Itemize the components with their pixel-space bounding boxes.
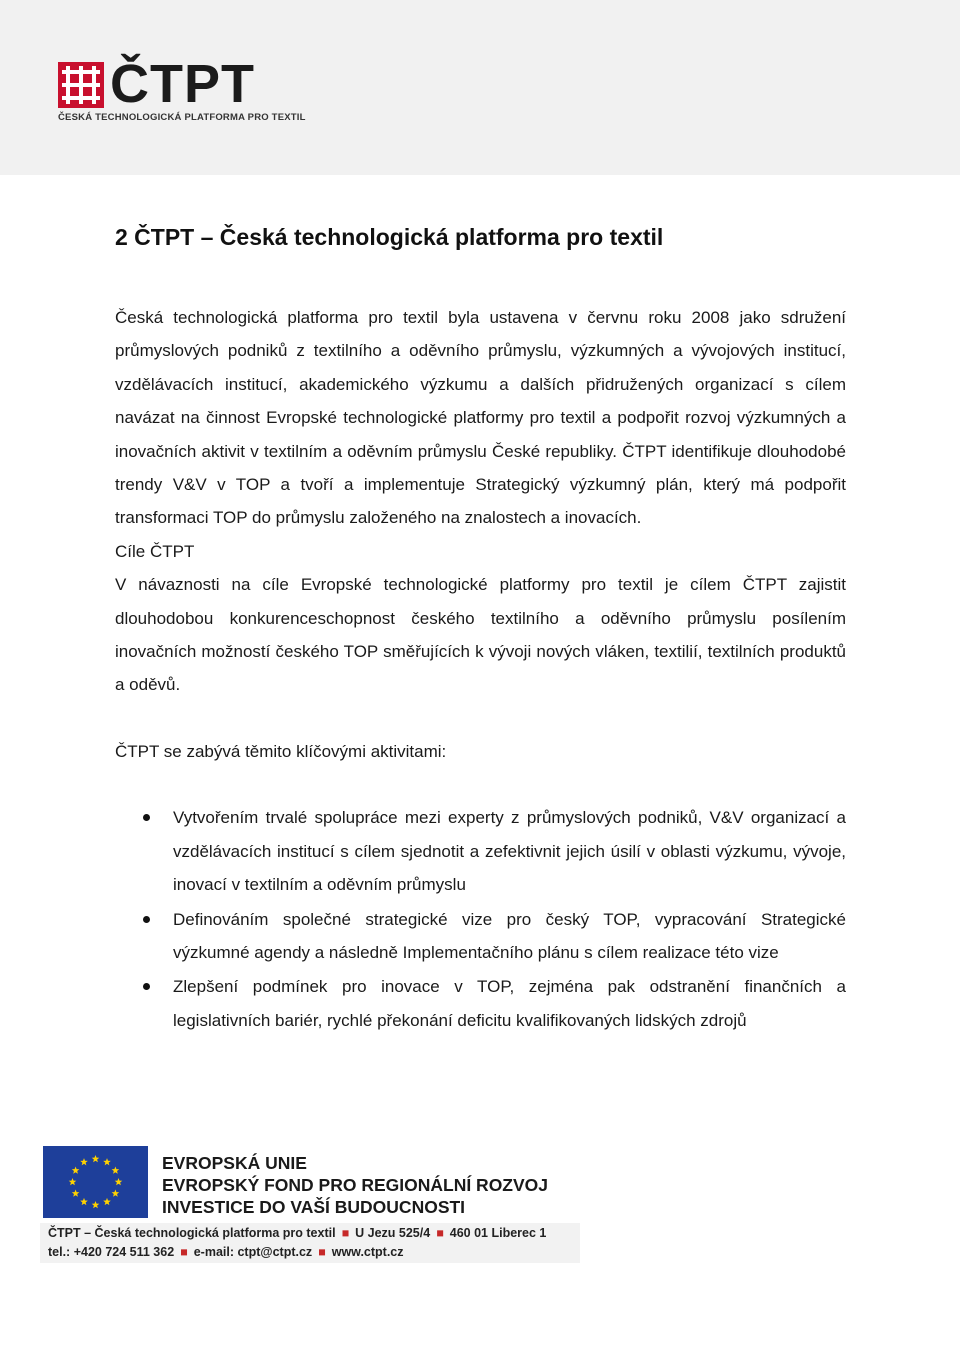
goals-paragraph: V návaznosti na cíle Evropské technologické platformy pro textil je cílem ČTPT zajistit dlouhodobou konkurenceschopnost českého textilního a oděvního průmyslu posílením inovačních možností českého TOP směřujících k vývoji nových vláken, textilií, textilních produktů a oděvů. [115, 575, 846, 695]
ctpt-logo-mark-icon [58, 62, 104, 108]
eu-line: EVROPSKÁ UNIE [162, 1153, 307, 1173]
eu-line: INVESTICE DO VAŠÍ BUDOUCNOSTI [162, 1197, 466, 1217]
logo-tagline: ČESKÁ TECHNOLOGICKÁ PLATFORMA PRO TEXTIL [58, 112, 306, 123]
list-item: Vytvořením trvalé spolupráce mezi experty z průmyslových podniků, V&V organizací a vzdělávacích institucí s cílem sjednotit a zefektivnit jejich úsilí v oblasti výzkumu, vývoje, inovací v textilním a oděvním průmyslu [115, 801, 846, 901]
list-item: Definováním společné strategické vize pro český TOP, vypracování Strategické výzkumné agendy a následně Implementačního plánu s cílem realizace této vize [115, 903, 846, 970]
logo-wordmark: ČTPT [110, 54, 255, 114]
contact-line: tel.: +420 724 511 362 ■ e-mail: ctpt@ctpt.cz ■ www.ctpt.cz [48, 1245, 404, 1259]
bullet-icon [143, 983, 150, 990]
eu-funding-text [162, 1152, 548, 1218]
intro-paragraph: Česká technologická platforma pro textil byla ustavena v červnu roku 2008 jako sdružení průmyslových podniků z textilního a oděvního průmyslu, výzkumných a vývojových institucí, vzdělávacích institucí, akademického výzkumu a dalších přidružených organizací s cílem navázat na činnost Evropské technologické platformy pro textil a podpořit rozvoj výzkumných a inovačních aktivit v textilním a oděvním průmyslu České republiky. ČTPT identifikuje dlouhodobé trendy V&V v TOP a tvoří a implementuje Strategický výzkumný plán, který má podpořit transformaci TOP do průmyslu založeného na znalostech a inovacích. [115, 308, 846, 528]
separator-icon: ■ [318, 1245, 326, 1259]
separator-icon: ■ [436, 1226, 444, 1240]
address-line: ČTPT – Česká technologická platforma pro textil ■ U Jezu 525/4 ■ 460 01 Liberec 1 [48, 1226, 547, 1240]
footer [0, 1140, 960, 1351]
goals-heading: Cíle ČTPT [115, 541, 195, 561]
activities-intro: ČTPT se zabývá těmito klíčovými aktivitami: [115, 741, 447, 761]
separator-icon: ■ [341, 1226, 350, 1240]
section-title: 2 ČTPT – Česká technologická platforma pro textil [115, 224, 664, 250]
eu-line: EVROPSKÝ FOND PRO REGIONÁLNÍ ROZVOJ [162, 1175, 549, 1195]
activities-list [115, 801, 846, 1037]
contact-band [40, 1223, 580, 1263]
bullet-icon [143, 814, 150, 821]
eu-flag-icon [43, 1146, 148, 1218]
ctpt-logo [58, 54, 306, 130]
separator-icon: ■ [180, 1245, 188, 1259]
bullet-icon [143, 916, 150, 923]
main-content [115, 220, 846, 1038]
list-item: Zlepšení podmínek pro inovace v TOP, zejména pak odstranění finančních a legislativních bariér, rychlé překonání deficitu kvalifikovaných lidských zdrojů [115, 970, 846, 1037]
